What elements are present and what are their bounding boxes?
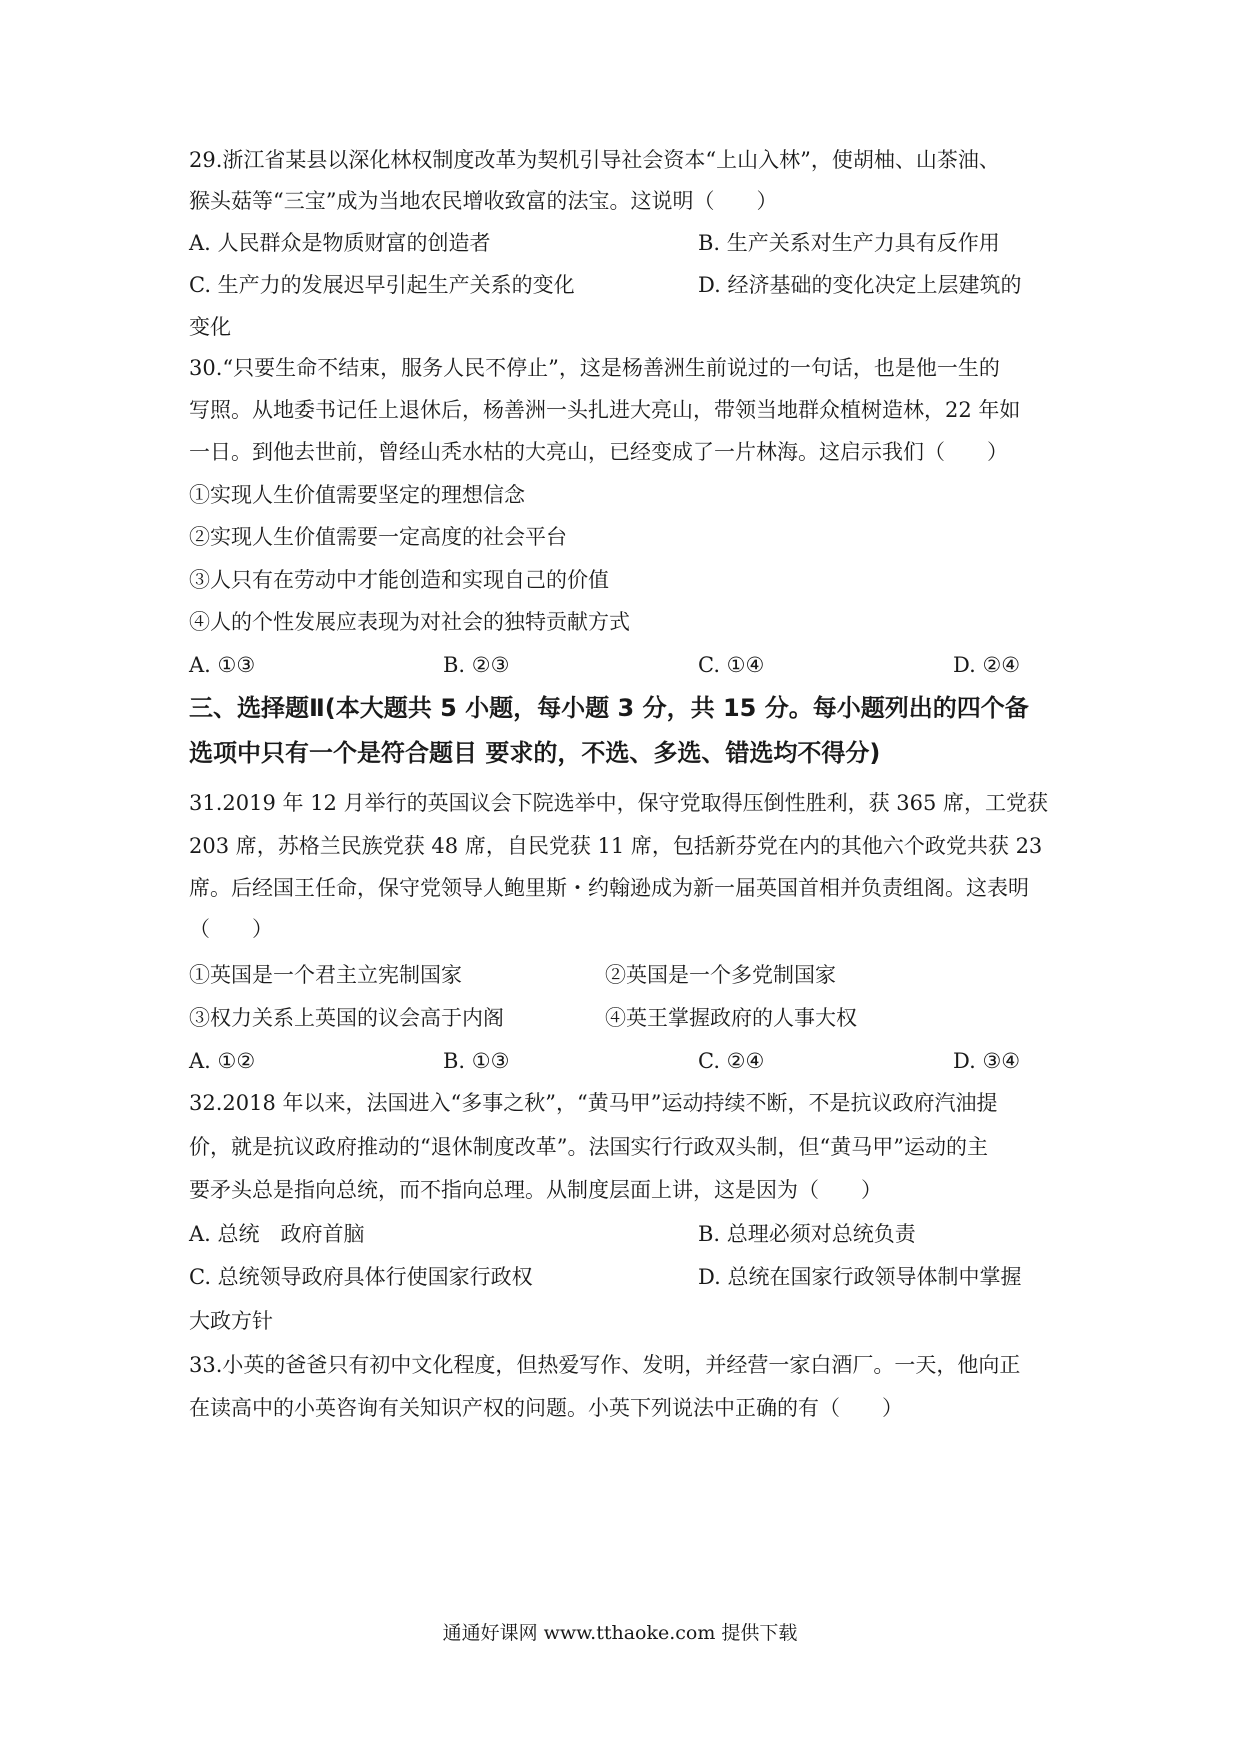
q31-stem-line2: 203 席，苏格兰民族党获 48 席，自民党获 11 席，包括新芬党在内的其他六个政党共获 23 <box>189 834 1043 858</box>
q30-stem-line3: 一日。到他去世前，曾经山秃水枯的大亮山，已经变成了一片林海。这启示我们（ ） <box>189 440 1008 464</box>
q29-option-c: C. 生产力的发展迟早引起生产关系的变化 <box>189 273 575 297</box>
q33-stem-line2: 在读高中的小英咨询有关知识产权的问题。小英下列说法中正确的有（ ） <box>189 1396 903 1420</box>
q29-option-d-continued: 变化 <box>189 315 231 339</box>
q31-statement-3: ③权力关系上英国的议会高于内阁 <box>189 1006 504 1030</box>
q31-stem-line4: （ ） <box>189 917 273 941</box>
q30-statement-4: ④人的个性发展应表现为对社会的独特贡献方式 <box>189 610 630 634</box>
q32-option-a: A. 总统 政府首脑 <box>189 1222 365 1246</box>
q29-stem-line1: 29.浙江省某县以深化林权制度改革为契机引导社会资本“上山入林”，使胡柚、山茶油、 <box>189 148 1000 172</box>
q29-option-d: D. 经济基础的变化决定上层建筑的 <box>698 273 1022 297</box>
q30-stem-line2: 写照。从地委书记任上退休后，杨善洲一头扎进大亮山，带领当地群众植树造林，22 年如 <box>189 398 1021 422</box>
q29-stem-line2: 猴头菇等“三宝”成为当地农民增收致富的法宝。这说明（ ） <box>189 189 778 213</box>
q31-statement-4: ④英王掌握政府的人事大权 <box>605 1006 857 1030</box>
q31-option-d: D. ③④ <box>953 1049 1021 1073</box>
q30-option-c: C. ①④ <box>698 653 765 677</box>
q29-option-a: A. 人民群众是物质财富的创造者 <box>189 231 491 255</box>
q32-stem-line1: 32.2018 年以来，法国进入“多事之秋”，“黄马甲”运动持续不断，不是抗议政府汽油提 <box>189 1091 998 1115</box>
q31-statement-1: ①英国是一个君主立宪制国家 <box>189 963 462 987</box>
q32-stem-line3: 要矛头总是指向总统，而不指向总理。从制度层面上讲，这是因为（ ） <box>189 1178 882 1202</box>
q32-option-d: D. 总统在国家行政领导体制中掌握 <box>698 1265 1022 1289</box>
q31-option-c: C. ②④ <box>698 1049 765 1073</box>
q32-stem-line2: 价，就是抗议政府推动的“退休制度改革”。法国实行行政双头制，但“黄马甲”运动的主 <box>189 1135 988 1159</box>
q30-stem-line1: 30.“只要生命不结束，服务人民不停止”，这是杨善洲生前说过的一句话，也是他一生的 <box>189 356 1000 380</box>
q32-option-c: C. 总统领导政府具体行使国家行政权 <box>189 1265 533 1289</box>
q31-stem-line3: 席。后经国王任命，保守党领导人鲍里斯・约翰逊成为新一届英国首相并负责组阁。这表明 <box>189 876 1029 900</box>
q30-option-b: B. ②③ <box>443 653 510 677</box>
section-3-heading-line2: 选项中只有一个是符合题目 要求的，不选、多选、错选均不得分) <box>189 739 881 767</box>
q32-option-d-continued: 大政方针 <box>189 1309 273 1333</box>
q30-option-a: A. ①③ <box>189 653 256 677</box>
q31-option-b: B. ①③ <box>443 1049 510 1073</box>
q31-statement-2: ②英国是一个多党制国家 <box>605 963 836 987</box>
q30-statement-1: ①实现人生价值需要坚定的理想信念 <box>189 483 525 507</box>
q29-option-b: B. 生产关系对生产力具有反作用 <box>698 231 1000 255</box>
q32-option-b: B. 总理必须对总统负责 <box>698 1222 916 1246</box>
section-3-heading-line1: 三、选择题Ⅱ(本大题共 5 小题，每小题 3 分，共 15 分。每小题列出的四个备 <box>189 694 1029 722</box>
q30-statement-2: ②实现人生价值需要一定高度的社会平台 <box>189 525 567 549</box>
q33-stem-line1: 33.小英的爸爸只有初中文化程度，但热爱写作、发明，并经营一家白酒厂。一天，他向正 <box>189 1353 1021 1377</box>
q31-option-a: A. ①② <box>189 1049 256 1073</box>
page-footer: 通通好课网 www.tthaoke.com 提供下载 <box>442 1622 798 1644</box>
q31-stem-line1: 31.2019 年 12 月举行的英国议会下院选举中，保守党取得压倒性胜利，获 365 席，工党获 <box>189 791 1049 815</box>
q30-statement-3: ③人只有在劳动中才能创造和实现自己的价值 <box>189 568 609 592</box>
q30-option-d: D. ②④ <box>953 653 1021 677</box>
